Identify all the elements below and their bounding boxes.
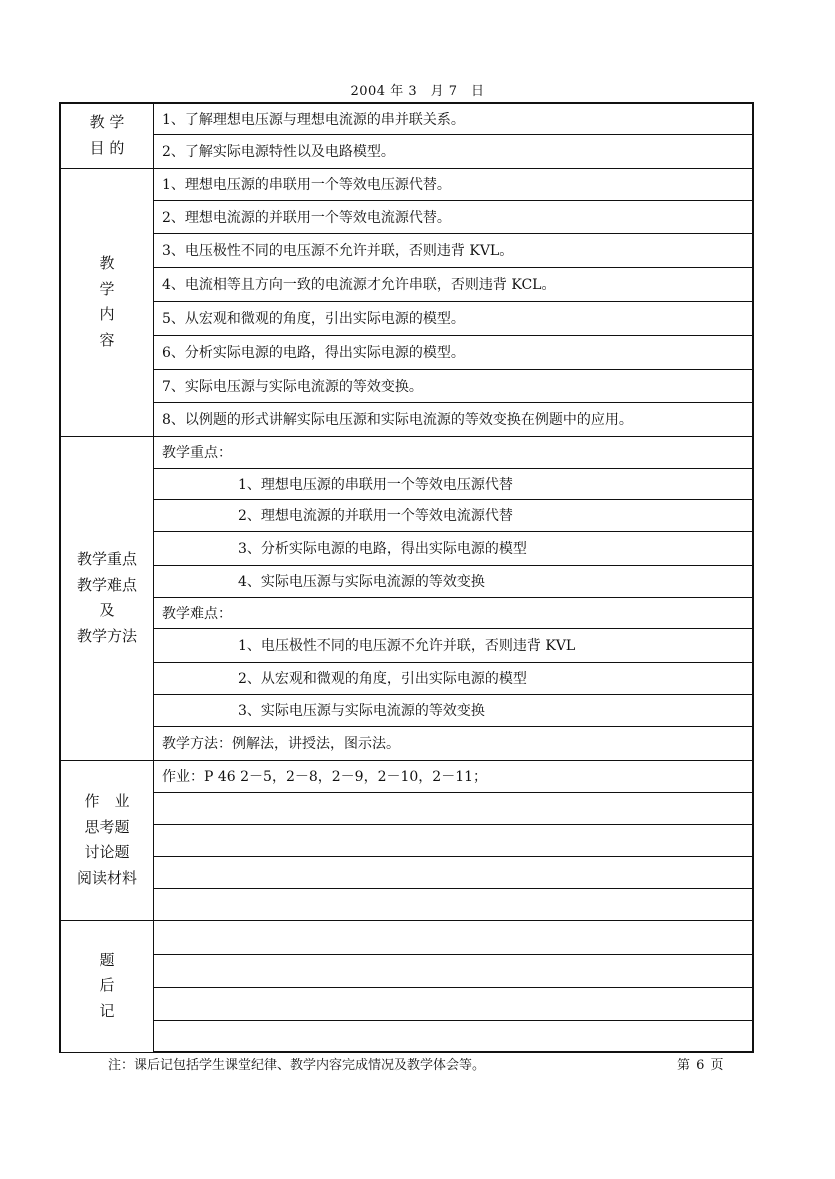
postscript-line	[154, 1020, 754, 1052]
homework-label-line: 阅读材料	[76, 868, 137, 887]
content-label-line: 内	[99, 305, 115, 323]
homework-line	[154, 792, 754, 824]
homework-line: 作业：P 46 2－5，2－8，2－9，2－10，2－11；	[154, 760, 754, 792]
content-label-line: 教	[99, 254, 115, 272]
focus-label-line: 教学方法	[76, 626, 137, 645]
focus-label-line: 教学难点	[76, 575, 137, 594]
focus-label-line: 教学重点	[76, 550, 137, 568]
content-label-line: 容	[99, 330, 115, 349]
content-item: 5、从宏观和微观的角度，引出实际电源的模型。	[154, 301, 754, 335]
content-label	[60, 168, 154, 436]
postscript-line	[154, 954, 754, 987]
difficulty-item: 2、从宏观和微观的角度，引出实际电源的模型	[154, 662, 754, 694]
objectives-label-line: 教 学	[89, 113, 125, 132]
content-item: 1、理想电压源的串联用一个等效电压源代替。	[154, 168, 754, 200]
key-point-item: 3、分析实际电源的电路，得出实际电源的模型	[154, 531, 754, 565]
homework-line	[154, 824, 754, 856]
footer-note: 注：课后记包括学生课堂纪律、教学内容完成情况及教学体会等。	[108, 1058, 486, 1073]
homework-label	[60, 760, 154, 920]
homework-label-line: 思考题	[84, 817, 130, 836]
teaching-methods: 教学方法：例解法，讲授法，图示法。	[154, 726, 754, 760]
key-point-item: 1、理想电压源的串联用一个等效电压源代替	[154, 468, 754, 499]
key-points-heading: 教学重点：	[154, 436, 754, 468]
content-item: 2、理想电流源的并联用一个等效电流源代替。	[154, 200, 754, 233]
focus-label	[60, 436, 154, 760]
postscript-line	[154, 920, 754, 954]
content-item: 7、实际电压源与实际电流源的等效变换。	[154, 369, 754, 402]
lesson-plan-table	[59, 102, 754, 1053]
content-item: 3、电压极性不同的电压源不允许并联，否则违背 KVL。	[154, 233, 754, 267]
lesson-date: 2004 年 3 月 7 日	[350, 84, 485, 99]
objective-item: 2、了解实际电源特性以及电路模型。	[154, 134, 754, 168]
homework-line	[154, 888, 754, 920]
postscript-label-line: 后	[99, 976, 115, 995]
content-item: 6、分析实际电源的电路，得出实际电源的模型。	[154, 335, 754, 369]
homework-label-line: 讨论题	[84, 843, 130, 861]
content-item: 8、以例题的形式讲解实际电压源和实际电流源的等效变换在例题中的应用。	[154, 402, 754, 436]
postscript-label-line: 记	[99, 1001, 115, 1020]
difficulties-heading: 教学难点：	[154, 597, 754, 628]
content-item: 4、电流相等且方向一致的电流源才允许串联，否则违背 KCL。	[154, 267, 754, 301]
difficulty-item: 1、电压极性不同的电压源不允许并联，否则违背 KVL	[154, 628, 754, 662]
key-point-item: 2、理想电流源的并联用一个等效电流源代替	[154, 499, 754, 531]
content-label-line: 学	[99, 279, 115, 298]
homework-line	[154, 856, 754, 888]
objective-item: 1、了解理想电压源与理想电流源的串并联关系。	[154, 103, 754, 134]
focus-label-line: 及	[99, 601, 115, 619]
key-point-item: 4、实际电压源与实际电流源的等效变换	[154, 565, 754, 597]
objectives-label-line: 目 的	[89, 138, 125, 157]
postscript-label-line: 题	[99, 950, 115, 969]
postscript-line	[154, 987, 754, 1020]
page-number: 第 6 页	[677, 1058, 725, 1073]
objectives-label	[60, 103, 154, 168]
postscript-label	[60, 920, 154, 1052]
difficulty-item: 3、实际电压源与实际电流源的等效变换	[154, 694, 754, 726]
homework-label-line: 作 业	[84, 792, 130, 810]
